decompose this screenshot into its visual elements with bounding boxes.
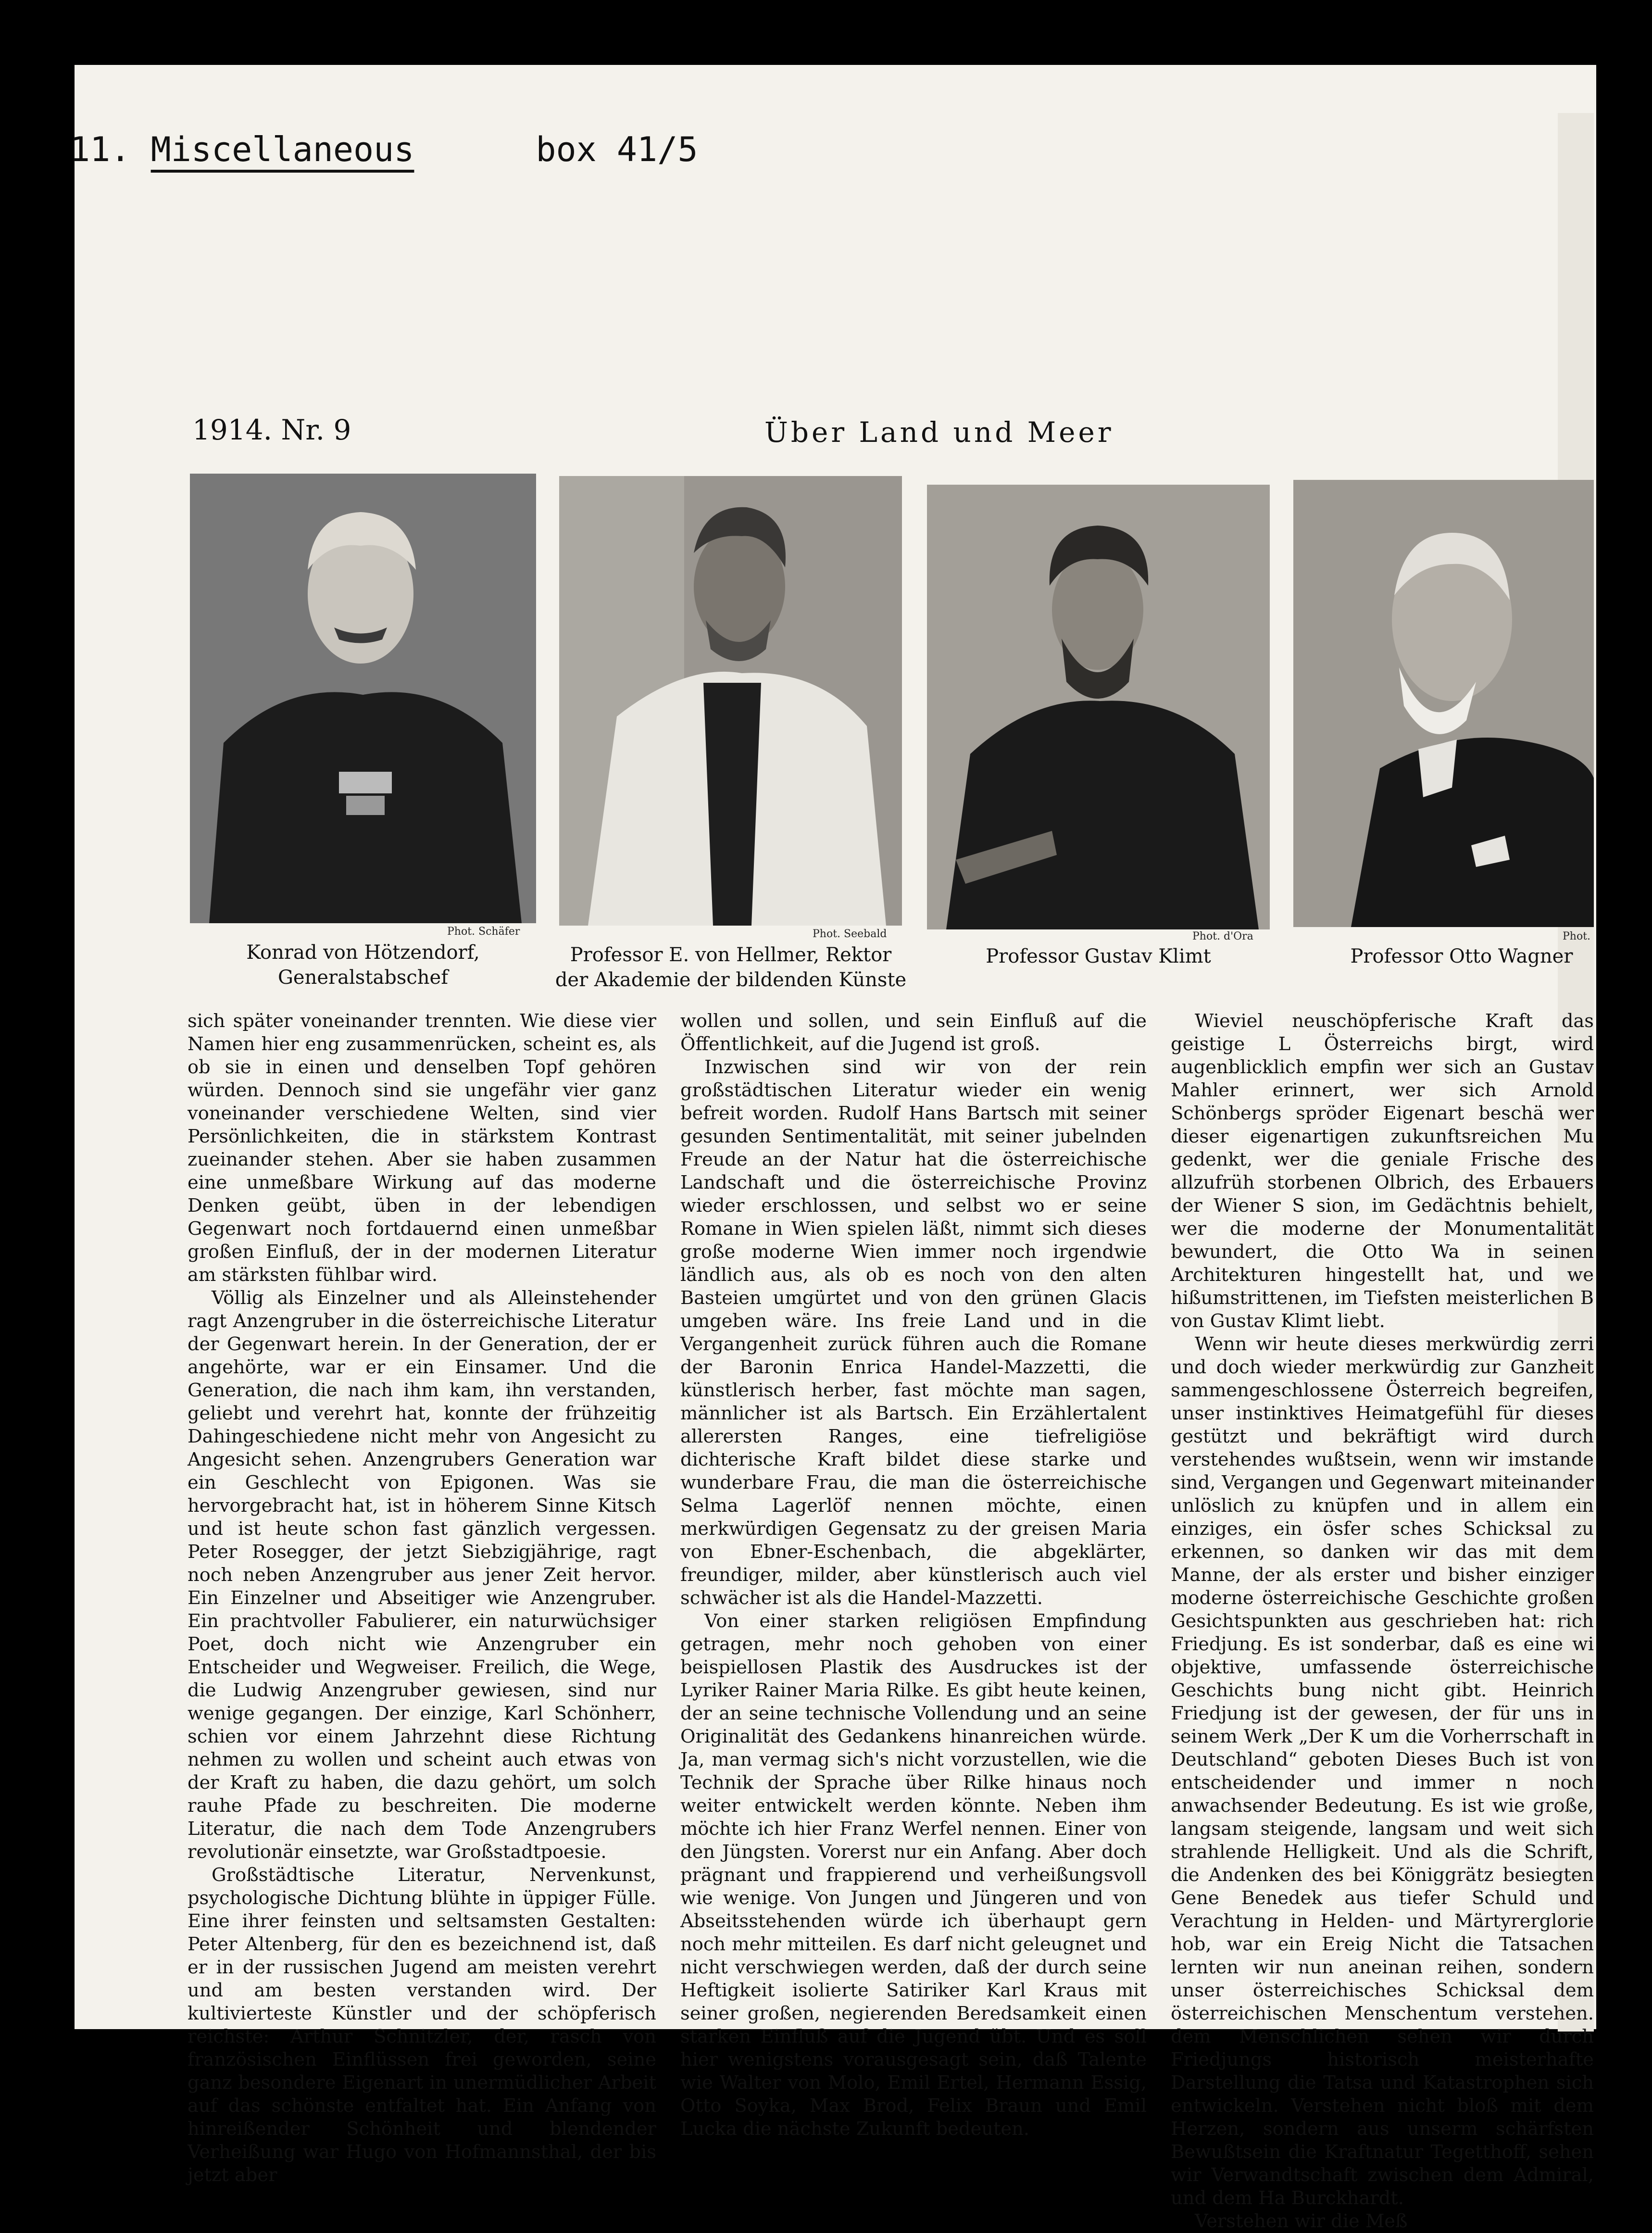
article-paragraph: sich später voneinander trennten. Wie diese vier Namen hier eng zusammenrücken, scheint es, als ob sie in einen und denselben Topf gehören würden. Dennoch sind sie ungefähr vier ganz voneinander verschiedene Welten, sind vier Persönlichkeiten, die in stärkstem Kontrast zueinander stehen. Aber sie haben zusammen eine unmeßbare Wirkung auf das moderne Denken geübt, üben in der lebendigen Gegenwart noch fortdauernd einen unmeßbar großen Einfluß, der in der modernen Literatur am stärksten fühlbar wird. [188, 1010, 656, 1286]
portrait-photo-klimt [927, 485, 1270, 929]
portrait-caption [190, 940, 536, 990]
caption-line: Generalstabschef [277, 966, 449, 989]
archive-box: box 41/5 [536, 130, 698, 169]
article-paragraph: Wieviel neuschöpferische Kraft das geistige L Österreichs birgt, wird augenblicklich empfin wer sich an Gustav Mahler erinnert, wer sich Arnold Schönbergs spröder Eigenart beschä wer dieser eigenartigen zukunftsreichen Mu gedenkt, wer die geniale Frische des allzufrüh storbenen Olbrich, des Erbauers der Wiener S sion, im Gedächtnis behielt, wer die moderne der Monumentalität bewundert, die Otto Wa in seinen Architekturen hingestellt hat, und we hißumstrittenen, im Tiefsten meisterlichen B von Gustav Klimt liebt. [1171, 1010, 1594, 1332]
issue-number: 1914. Nr. 9 [192, 414, 351, 446]
portrait-photo-wagner [1293, 480, 1594, 927]
photo-credit: Phot. [1563, 930, 1591, 942]
caption-line: Professor Gustav Klimt [986, 945, 1211, 967]
archive-category: Miscellaneous [150, 130, 414, 169]
photo-credit: Phot. Schäfer [447, 926, 520, 938]
article-paragraph: Wenn wir heute dieses merkwürdig zerri und doch wieder merkwürdig zur Ganzheit sammengeschlossene Österreich begreifen, unser instinktives Heimatgefühl für dieses gestützt und bekräftigt wird durch verstehendes wußtsein, wenn wir imstande sind, Vergangen und Gegenwart miteinander unlöslich zu knüpfen und in allem ein einziges, ein ösfer sches Schicksal zu erkennen, so danken wir das mit dem Manne, der als erster und bisher einziger moderne österreichische Geschichte großen Gesichtspunkten aus geschrieben hat: rich Friedjung. Es ist sonderbar, daß es eine wi objektive, umfassende österreichische Geschichts bung nicht gibt. Heinrich Friedjung ist der gewesen, der für uns in seinem Werk „Der K um die Vorherrschaft in Deutschland“ geboten Dieses Buch ist von entscheidender und immer n noch anwachsender Bedeutung. Es ist wie große, langsam steigende, langsam und weit sich strahlende Helligkeit. Und als die Schrift, die Andenken des bei Königgrätz besiegten Gene Benedek aus tiefer Schuld und Verachtung in Helden- und Märtyrerglorie hob, war ein Ereig Nicht die Tatsachen lernten wir nun aneinan reihen, sondern unser österreichisches Schicksal dem österreichischen Menschentum verstehen. dem Menschlichen sehen wir durch Friedjungs historisch meisterhafte Darstellung die Tatsa und Katastrophen sich entwickeln. Verstehen nicht bloß mit dem Herzen, sondern aus unserm schärfsten Bewußtsein die Kraftnatur Tegetthoff, sehen wir Verwandtschaft zwischen dem Admiral, und dem Ha Burckhardt. [1171, 1333, 1594, 2209]
article-column-2 [680, 1010, 1147, 2141]
article-column-3 [1171, 1010, 1594, 2232]
article-paragraph: Inzwischen sind wir von der rein großstädtischen Literatur wieder ein wenig befreit worden. Rudolf Hans Bartsch mit seiner gesunden Sentimentalität, mit seiner jubelnden Freude an der Natur hat die österreichische Landschaft und die österreichische Provinz wieder erschlossen, und selbst wo er seine Romane in Wien spielen läßt, nimmt sich dieses große moderne Wien immer noch irgendwie ländlich aus, als ob es noch von den alten Basteien umgürtet und von den grünen Glacis umgeben wäre. Ins freie Land und in die Vergangenheit zurück führen auch die Romane der Baronin Enrica Handel-Mazzetti, die künstlerisch herber, fast möchte man sagen, männlicher ist als Bartsch. Ein Erzählertalent allerersten Ranges, eine tiefreligiöse dichterische Kraft bildet diese starke und wunderbare Frau, die man die österreichische Selma Lagerlöf nennen möchte, einen merkwürdigen Gegensatz zu der greisen Maria von Ebner-Eschenbach, die abgeklärter, freundiger, milder, aber künstlerisch auch viel schwächer ist als die Handel-Mazzetti. [680, 1056, 1147, 1609]
article-column-1 [188, 1010, 656, 2187]
portrait-photo-hoetzendorf [190, 474, 536, 923]
caption-line: der Akademie der bildenden Künste [555, 969, 907, 991]
caption-line: Professor Otto Wagner [1350, 945, 1573, 967]
article-paragraph: Völlig als Einzelner und als Alleinstehender ragt Anzengruber in die österreichische Literatur der Gegenwart herein. In der Generation, der er angehörte, war er ein Einsamer. Und die Generation, die nach ihm kam, ihn verstanden, geliebt und verehrt hat, konnte der frühzeitig Dahingeschiedene nicht mehr von Angesicht zu Angesicht sehen. Anzengrubers Generation war ein Geschlecht von Epigonen. Was sie hervorgebracht hat, ist in höherem Sinne Kitsch und ist heute schon fast gänzlich vergessen. Peter Rosegger, der jetzt Siebzigjährige, ragt noch neben Anzengruber aus jener Zeit hervor. Ein Einzelner und Abseitiger wie Anzengruber. Ein prachtvoller Fabulierer, ein naturwüchsiger Poet, doch nicht wie Anzengruber ein Entscheider und Wegweiser. Freilich, die Wege, die Ludwig Anzengruber gewiesen, sind nur wenige gegangen. Der einzige, Karl Schönherr, schien vor einem Jahrzehnt diese Richtung nehmen zu wollen und scheint auch etwas von der Kraft zu haben, die dazu gehört, um solch rauhe Pfade zu beschreiten. Die moderne Literatur, die nach dem Tode Anzengrubers revolutionär einsetzte, war Großstadtpoesie. [188, 1287, 656, 1863]
portrait-image [927, 485, 1270, 929]
photo-credit: Phot. d'Ora [1192, 930, 1253, 942]
portrait-photo-hellmer [559, 476, 902, 926]
portrait-image [1293, 480, 1594, 927]
magazine-title: Über Land und Meer [764, 416, 1114, 449]
caption-line: Konrad von Hötzendorf, [246, 941, 480, 964]
portrait-caption [927, 944, 1270, 969]
photo-credit: Phot. Seebald [813, 928, 887, 940]
portrait-caption [1327, 944, 1596, 969]
portrait-caption [548, 942, 914, 992]
portrait-image [190, 474, 536, 923]
article-paragraph: Großstädtische Literatur, Nervenkunst, psychologische Dichtung blühte in üppiger Fülle. Eine ihrer feinsten und seltsamsten Gestalten: Peter Altenberg, für den es bezeichnend ist, daß er in der russischen Jugend am meisten verehrt und am besten verstanden wird. Der kultivierteste Künstler und der schöpferisch reichste: Arthur Schnitzler, der, rasch von französischen Einflüssen frei geworden, seine ganz besondere Eigenart in unermüdlicher Arbeit auf das schönste entfaltet hat. Ein Anfang von hinreißender Schönheit und blendender Verheißung war Hugo von Hofmannsthal, der bis jetzt aber [188, 1864, 656, 2186]
archive-label [70, 130, 698, 169]
archive-number: 11. [70, 130, 131, 169]
caption-line: Professor E. von Hellmer, Rektor [570, 944, 892, 966]
article-paragraph: Von einer starken religiösen Empfindung getragen, mehr noch gehoben von einer beispiellosen Plastik des Ausdruckes ist der Lyriker Rainer Maria Rilke. Es gibt heute keinen, der an seine technische Vollendung und an seine Originalität des Gedankens hinanreichen würde. Ja, man vermag sich's nicht vorzustellen, wie die Technik der Sprache über Rilke hinaus noch weiter entwickelt werden könnte. Neben ihm möchte ich hier Franz Werfel nennen. Einer von den Jüngsten. Vorerst nur ein Anfang. Aber doch prägnant und frappierend und verheißungsvoll wie wenige. Von Jungen und Jüngeren und von Abseitsstehenden würde ich überhaupt gern noch mehr mitteilen. Es darf nicht geleugnet und nicht verschwiegen werden, daß der durch seine Heftigkeit isolierte Satiriker Karl Kraus mit seiner großen, negierenden Beredsamkeit einen starken Einfluß auf die Jugend übt. Und es soll hier wenigstens vorausgesagt sein, daß Talente wie Walter von Molo, Emil Ertel, Hermann Essig, Otto Soyka, Max Brod, Felix Braun und Emil Lucka die nächste Zukunft bedeuten. [680, 1610, 1147, 2140]
article-paragraph: wollen und sollen, und sein Einfluß auf die Öffentlichkeit, auf die Jugend ist groß. [680, 1010, 1147, 1055]
article-paragraph: Verstehen wir die Meß [1195, 2210, 1408, 2232]
portrait-image [559, 476, 902, 926]
